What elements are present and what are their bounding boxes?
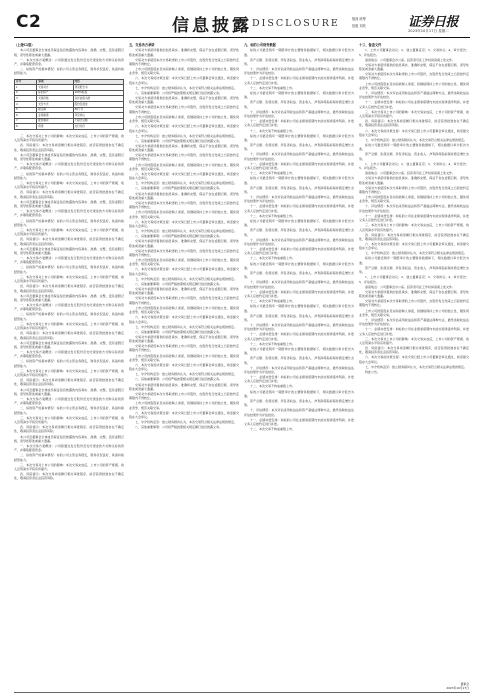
paragraph: 一、本次交易方案概述：公司拟通过发行股份及支付现金的方式购买标的资产，并募集配套资金。: [14, 443, 124, 453]
paragraph: 上市公司控股股东及实际控制人承诺，将继续保持上市公司的独立性，避免同业竞争，规范关联交易。: [129, 401, 239, 410]
paragraph: 本公司及董事会全体成员保证信息披露的内容真实、准确、完整，没有虚假记载、误导性陈述或重大遗漏。: [14, 152, 124, 162]
paragraph: 十二、本次交易不构成重组上市。: [250, 85, 296, 90]
table-header: 序号: [15, 79, 37, 85]
paragraph: 十一、业绩补偿安排：如标的公司在业绩承诺期内未能实现承诺净利润，补偿义务人应按约定进行补偿。: [244, 76, 354, 85]
table-cell: 支付方式: [37, 102, 73, 108]
paragraph: 上市公司控股股东及实际控制人承诺，将继续保持上市公司的独立性，避免同业竞争，规范关联交易。: [129, 353, 239, 362]
paragraph: 二、标的资产的基本情况：标的公司主营业务稳定，财务状况良好，具备持续经营能力。: [14, 67, 124, 76]
paragraph: 交易对方承诺所提供的信息真实、准确和完整，保证不存在虚假记载、误导性陈述或者重大遗漏。: [129, 239, 239, 248]
column-heading: （上接C1版）: [14, 43, 35, 48]
paragraph: 上市公司控股股东及实际控制人承诺，将继续保持上市公司的独立性，避免同业竞争，规范关联交易。: [129, 305, 239, 315]
paragraph: 四、风险提示：本次交易尚需履行相关审批程序，能否获得批准存在不确定性，敬请投资者注意投资风险。: [14, 143, 124, 152]
paragraph: 八、其他重要事项：公司将严格按照相关规定履行信息披露义务。: [135, 186, 223, 191]
paragraph: 交易对方承诺因本次交易取得的上市公司股份，自股份发行结束之日起按约定期限内不得转让。: [129, 248, 239, 257]
paragraph: 四、风险提示：本次交易尚需履行相关审批程序，能否获得批准存在不确定性，敬请投资者注意投资风险。: [14, 284, 124, 293]
paragraph: 七、中介机构意见：独立财务顾问认为，本次交易符合相关法律法规的规定。: [365, 364, 468, 369]
paragraph: 七、中介机构意见：独立财务顾问认为，本次交易符合相关法律法规的规定。: [135, 133, 238, 138]
paragraph: 七、中介机构意见：独立财务顾问认为，本次交易符合相关法律法规的规定。: [135, 181, 238, 186]
paragraph: 一、本次交易方案概述：公司拟通过发行股份及支付现金的方式购买标的资产，并募集配套资金。: [14, 396, 124, 406]
paragraph: 三、本次交易对上市公司的影响：本次交易完成后，上市公司的资产规模、收入及利润水平将有所提升。: [14, 180, 124, 190]
paragraph: 交易对方承诺因本次交易取得的上市公司股份，自股份发行结束之日起按约定期限内不得转让。: [129, 200, 239, 210]
paragraph: 四、风险提示：本次交易尚需履行相关审批程序，能否获得批准存在不确定性，敬请投资者注意投资风险。: [359, 119, 469, 128]
paragraph: 十、评估情况：本次评估采用收益法和资产基础法两种方法，最终选取收益法评估结果作为评估结论。: [244, 237, 354, 246]
paragraph: 六、本次交易的决策过程：本次交易已经上市公司董事会审议通过，尚需提交股东大会审议。: [129, 315, 239, 324]
table-cell: 1: [15, 85, 37, 91]
paragraph: 标的公司最近两年一期经审计的主要财务数据如下，相关数据以审计报告为准。: [244, 90, 354, 100]
paragraph: 备查地点：公司董事会办公室。投资者可在工作时间查阅上述文件。: [365, 57, 456, 62]
paragraph: 上市公司控股股东及实际控制人承诺，将继续保持上市公司的独立性，避免同业竞争，规范关联交易。: [129, 67, 239, 76]
column-4: [359, 42, 469, 690]
paragraph: 资产总额、负债总额、所有者权益、营业收入、净利润等指标保持稳定增长态势。: [244, 57, 354, 66]
paragraph: 交易对方承诺所提供的信息真实、准确和完整，保证不存在虚假记载、误导性陈述或者重大遗漏。: [129, 143, 239, 153]
paragraph: 标的公司最近两年一期经审计的主要财务数据如下，相关数据以审计报告为准。: [244, 133, 354, 142]
paragraph: 交易对方承诺所提供的信息真实、准确和完整，保证不存在虚假记载、误导性陈述或者重大遗漏。: [129, 96, 239, 105]
paragraph: 标的公司最近两年一期经审计的主要财务数据如下，相关数据以审计报告为准。: [359, 256, 469, 265]
paragraph: 本公司及董事会全体成员保证信息披露的内容真实、准确、完整，没有虚假记载、误导性陈述或重大遗漏。: [14, 293, 124, 302]
table-cell: 2: [15, 90, 37, 96]
paragraph: 资产总额、负债总额、所有者权益、营业收入、净利润等指标保持稳定增长态势。: [244, 356, 354, 365]
table-cell: 4: [15, 102, 37, 108]
paragraph: 交易对方承诺所提供的信息真实、准确和完整，保证不存在虚假记载、误导性陈述或者重大遗漏。: [129, 382, 239, 391]
signature-org: 董事会: [460, 682, 469, 686]
paragraph: 本公司及董事会全体成员保证信息披露的内容真实、准确、完整，没有虚假记载、误导性陈述或重大遗漏。: [14, 48, 124, 57]
paragraph: 本公司及董事会全体成员保证信息披露的内容真实、准确、完整，没有虚假记载、误导性陈述或重大遗漏。: [14, 387, 124, 396]
paragraph: 十一、业绩补偿安排：如标的公司在业绩承诺期内未能实现承诺净利润，补偿义务人应按约定进行补偿。: [244, 417, 354, 426]
paragraph: 六、本次交易的决策过程：本次交易已经上市公司董事会审议通过，尚需提交股东大会审议。: [129, 76, 239, 85]
table-cell: 锁定期: [37, 107, 73, 113]
paragraph: 上市公司控股股东及实际控制人承诺，将继续保持上市公司的独立性，避免同业竞争，规范关联交易。: [129, 114, 239, 124]
paragraph: 二、标的资产的基本情况：标的公司主营业务稳定，财务状况良好，具备持续经营能力。: [14, 453, 124, 462]
paragraph: 十、评估情况：本次评估采用收益法和资产基础法两种方法，最终选取收益法评估结果作为评估结论。: [359, 317, 469, 327]
paragraph: 标的公司最近两年一期经审计的主要财务数据如下，相关数据以审计报告为准。: [359, 142, 469, 152]
paragraph: 上市公司控股股东及实际控制人承诺，将继续保持上市公司的独立性，避免同业竞争，规范关联交易。: [359, 81, 469, 90]
table-cell: 100%股权: [73, 90, 123, 96]
page-number: C2: [16, 12, 42, 32]
paragraph: 一、本次交易方案概述：公司拟通过发行股份及支付现金的方式购买标的资产，并募集配套资金。: [14, 349, 124, 359]
table-cell: 详见报告书: [73, 85, 123, 91]
paragraph: 六、本次交易的决策过程：本次交易已经上市公司董事会审议通过，尚需提交股东大会审议。: [359, 241, 469, 251]
table-cell: 交易价格: [37, 96, 73, 102]
paragraph: 上市公司控股股东及实际控制人承诺，将继续保持上市公司的独立性，避免同业竞争，规范关联交易。: [129, 258, 239, 267]
table-cell: 交易对方: [37, 85, 73, 91]
table-row: [15, 124, 124, 130]
paragraph: 资产总额、负债总额、所有者权益、营业收入、净利润等指标保持稳定增长态势。: [244, 228, 354, 237]
paragraph: 资产总额、负债总额、所有者权益、营业收入、净利润等指标保持稳定增长态势。: [244, 100, 354, 109]
paragraph: 七、中介机构意见：独立财务顾问认为，本次交易符合相关法律法规的规定。: [135, 420, 238, 425]
paragraph: 交易对方承诺所提供的信息真实、准确和完整，保证不存在虚假记载、误导性陈述或者重大遗漏。: [129, 287, 239, 296]
paragraph: 1、上市公司董事会决议；2、独立董事意见；3、交易协议；4、审计报告；5、评估报告。: [359, 48, 469, 57]
paragraph: 交易对方承诺因本次交易取得的上市公司股份，自股份发行结束之日起按约定期限内不得转让。: [359, 299, 469, 308]
paragraph: 十、评估情况：本次评估采用收益法和资产基础法两种方法，最终选取收益法评估结果作为评估结论。: [359, 204, 469, 213]
paragraph: 十二、本次交易不构成重组上市。: [250, 384, 296, 389]
section-subtitle: DISCLOSURE: [252, 18, 340, 29]
paragraph: 十一、业绩补偿安排：如标的公司在业绩承诺期内未能实现承诺净利润，补偿义务人应按约定进行补偿。: [359, 100, 469, 109]
paragraph: 十一、业绩补偿安排：如标的公司在业绩承诺期内未能实现承诺净利润，补偿义务人应按约定进行补偿。: [244, 247, 354, 256]
paragraph: 一、本次交易方案概述：公司拟通过发行股份及支付现金的方式购买标的资产，并募集配套资金。: [14, 162, 124, 171]
paragraph: 一、本次交易方案概述：公司拟通过发行股份及支付现金的方式购买标的资产，并募集配套资金。: [14, 303, 124, 312]
paragraph: 四、风险提示：本次交易尚需履行相关审批程序，能否获得批准存在不确定性，敬请投资者注意投资风险。: [14, 331, 124, 340]
paragraph: 七、中介机构意见：独立财务顾问认为，本次交易符合相关法律法规的规定。: [365, 137, 468, 142]
paragraph: 十二、本次交易不构成重组上市。: [250, 299, 296, 304]
paragraph: 资产总额、负债总额、所有者权益、营业收入、净利润等指标保持稳定增长态势。: [244, 398, 354, 408]
paragraph: 十、评估情况：本次评估采用收益法和资产基础法两种方法，最终选取收益法评估结果作为评估结论。: [244, 195, 354, 204]
paragraph: 交易对方承诺所提供的信息真实、准确和完整，保证不存在虚假记载、误导性陈述或者重大遗漏。: [129, 191, 239, 200]
column-heading: 五、交易各方承诺: [129, 43, 155, 48]
table-cell: 8: [15, 124, 37, 130]
bottom-rule: [14, 692, 470, 693]
paragraph: 资产总额、负债总额、所有者权益、营业收入、净利润等指标保持稳定增长态势。: [359, 152, 469, 161]
paragraph: 十一、业绩补偿安排：如标的公司在业绩承诺期内未能实现承诺净利润，补偿义务人应按约定进行补偿。: [244, 289, 354, 299]
paragraph: 资产总额、负债总额、所有者权益、营业收入、净利润等指标保持稳定增长态势。: [244, 313, 354, 322]
paragraph: 资产总额、负债总额、所有者权益、营业收入、净利润等指标保持稳定增长态势。: [244, 142, 354, 152]
paragraph: 一、本次交易方案概述：公司拟通过发行股份及支付现金的方式购买标的资产，并募集配套资金。: [14, 57, 124, 66]
table-cell: 7: [15, 118, 37, 124]
paragraph: 十、评估情况：本次评估采用收益法和资产基础法两种方法，最终选取收益法评估结果作为评估结论。: [359, 90, 469, 100]
paragraph: 十二、本次交易不构成重组上市。: [250, 171, 296, 176]
paragraph: 七、中介机构意见：独立财务顾问认为，本次交易符合相关法律法规的规定。: [135, 229, 238, 234]
paragraph: 三、本次交易对上市公司的影响：本次交易完成后，上市公司的资产规模、收入及利润水平将有所提升。: [14, 227, 124, 237]
paragraph: 交易对方承诺所提供的信息真实、准确和完整，保证不存在虚假记载、误导性陈述或者重大遗漏。: [359, 62, 469, 72]
column-heading: 十三、备查文件: [359, 43, 382, 48]
paragraph: 十一、业绩补偿安排：如标的公司在业绩承诺期内未能实现承诺净利润，补偿义务人应按约定进行补偿。: [359, 327, 469, 336]
paragraph: 交易对方承诺因本次交易取得的上市公司股份，自股份发行结束之日起按约定期限内不得转让。: [129, 296, 239, 305]
paragraph: 二、标的资产的基本情况：标的公司主营业务稳定，财务状况良好，具备持续经营能力。: [14, 359, 124, 368]
paragraph: 十一、业绩补偿安排：如标的公司在业绩承诺期内未能实现承诺净利润，补偿义务人应按约定进行补偿。: [359, 213, 469, 223]
table-cell: 3: [15, 96, 37, 102]
paragraph: 六、本次交易的决策过程：本次交易已经上市公司董事会审议通过，尚需提交股东大会审议。: [359, 355, 469, 364]
paragraph: 十、评估情况：本次评估采用收益法和资产基础法两种方法，最终选取收益法评估结果作为评估结论。: [244, 408, 354, 417]
paragraph: 十二、本次交易不构成重组上市。: [250, 427, 296, 432]
column-3: [244, 42, 354, 690]
paragraph: 十二、本次交易不构成重组上市。: [250, 213, 296, 218]
paragraph: 特此公告。: [365, 369, 381, 374]
paragraph: 三、本次交易对上市公司的影响：本次交易完成后，上市公司的资产规模、收入及利润水平将有所提升。: [14, 321, 124, 331]
paragraph: 六、本次交易的决策过程：本次交易已经上市公司董事会审议通过，尚需提交股东大会审议。: [359, 128, 469, 137]
paragraph: 四、风险提示：本次交易尚需履行相关审批程序，能否获得批准存在不确定性，敬请投资者注意投资风险。: [14, 237, 124, 246]
paragraph: 十一、业绩补偿安排：如标的公司在业绩承诺期内未能实现承诺净利润，补偿义务人应按约定进行补偿。: [244, 204, 354, 213]
paragraph: 三、本次交易对上市公司的影响：本次交易完成后，上市公司的资产规模、收入及利润水平将有所提升。: [14, 462, 124, 471]
section-title: 信息披露: [172, 16, 252, 36]
paragraph: 一、本次交易方案概述：公司拟通过发行股份及支付现金的方式购买标的资产，并募集配套资金。: [14, 209, 124, 218]
paragraph: 七、中介机构意见：独立财务顾问认为，本次交易符合相关法律法规的规定。: [135, 276, 238, 281]
issue-date: 2023年10月17日 星期二: [408, 29, 449, 33]
paragraph: 三、本次交易对上市公司的影响：本次交易完成后，上市公司的资产规模、收入及利润水平将有所提升。: [14, 274, 124, 284]
paragraph: 交易对方承诺所提供的信息真实、准确和完整，保证不存在虚假记载、误导性陈述或者重大遗漏。: [359, 289, 469, 299]
paragraph: 七、中介机构意见：独立财务顾问认为，本次交易符合相关法律法规的规定。: [135, 85, 238, 90]
paragraph: 三、本次交易对上市公司的影响：本次交易完成后，上市公司的资产规模、收入及利润水平将有所提升。: [359, 223, 469, 232]
paragraph: 交易对方承诺所提供的信息真实、准确和完整，保证不存在虚假记载、误导性陈述或者重大遗漏。: [359, 176, 469, 185]
paragraph: 二、标的资产的基本情况：标的公司主营业务稳定，财务状况良好，具备持续经营能力。: [14, 218, 124, 227]
table-cell: 股份及现金: [73, 102, 123, 108]
paragraph: 六、本次交易的决策过程：本次交易已经上市公司董事会审议通过，尚需提交股东大会审议。: [129, 124, 239, 133]
paragraph: 七、中介机构意见：独立财务顾问认为，本次交易符合相关法律法规的规定。: [135, 324, 238, 329]
paragraph: 1、上市公司董事会决议；2、独立董事意见；3、交易协议；4、审计报告；5、评估报告。: [359, 275, 469, 284]
paragraph: 标的公司最近两年一期经审计的主要财务数据如下，相关数据以审计报告为准。: [244, 389, 354, 398]
paragraph: 标的公司最近两年一期经审计的主要财务数据如下，相关数据以审计报告为准。: [244, 48, 354, 57]
table-cell: 6: [15, 113, 37, 119]
editor-line: 版面 统筹: [352, 17, 366, 21]
paragraph: 十、评估情况：本次评估采用收益法和资产基础法两种方法，最终选取收益法评估结果作为评估结论。: [244, 323, 354, 332]
paragraph: 四、风险提示：本次交易尚需履行相关审批程序，能否获得批准存在不确定性，敬请投资者注意投资风险。: [14, 425, 124, 434]
paragraph: 交易对方承诺因本次交易取得的上市公司股份，自股份发行结束之日起按约定期限内不得转让。: [359, 185, 469, 194]
paragraph: 十、评估情况：本次评估采用收益法和资产基础法两种方法，最终选取收益法评估结果作为评估结论。: [244, 152, 354, 161]
paragraph: 六、本次交易的决策过程：本次交易已经上市公司董事会审议通过，尚需提交股东大会审议。: [129, 219, 239, 228]
table-cell: 用途: [37, 124, 73, 130]
masthead: [14, 8, 470, 38]
paragraph: 交易对方承诺因本次交易取得的上市公司股份，自股份发行结束之日起按约定期限内不得转让。: [129, 153, 239, 162]
paragraph: 1、上市公司董事会决议；2、独立董事意见；3、交易协议；4、审计报告；5、评估报告。: [359, 161, 469, 171]
layout-line: 组版 刘欣: [352, 24, 366, 28]
column-heading: 九、标的公司财务数据: [244, 43, 276, 48]
paragraph: 八、其他重要事项：公司将严格按照相关规定履行信息披露义务。: [135, 377, 223, 382]
signature-block: [403, 682, 469, 690]
paragraph: 三、本次交易对上市公司的影响：本次交易完成后，上市公司的资产规模、收入及利润水平将有所提升。: [14, 134, 124, 143]
paragraph: 上市公司控股股东及实际控制人承诺，将继续保持上市公司的独立性，避免同业竞争，规范关联交易。: [359, 195, 469, 204]
paragraph: 七、中介机构意见：独立财务顾问认为，本次交易符合相关法律法规的规定。: [135, 372, 238, 377]
paragraph: 十一、业绩补偿安排：如标的公司在业绩承诺期内未能实现承诺净利润，补偿义务人应按约定进行补偿。: [244, 332, 354, 341]
paragraph: 上市公司控股股东及实际控制人承诺，将继续保持上市公司的独立性，避免同业竞争，规范关联交易。: [359, 308, 469, 317]
table-cell: 以评估值为准: [73, 96, 123, 102]
table-header: 内容: [73, 79, 123, 85]
paragraph: 一、本次交易方案概述：公司拟通过发行股份及支付现金的方式购买标的资产，并募集配套资金。: [14, 256, 124, 265]
paragraph: 三、本次交易对上市公司的影响：本次交易完成后，上市公司的资产规模、收入及利润水平将有所提升。: [14, 368, 124, 378]
paragraph: 八、其他重要事项：公司将严格按照相关规定履行信息披露义务。: [135, 329, 223, 334]
paragraph: 六、本次交易的决策过程：本次交易已经上市公司董事会审议通过，尚需提交股东大会审议。: [129, 362, 239, 372]
table-cell: 支付对价: [73, 124, 123, 130]
paragraph: 十、评估情况：本次评估采用收益法和资产基础法两种方法，最终选取收益法评估结果作为评估结论。: [244, 280, 354, 289]
column-2: [129, 42, 239, 690]
paragraph: 十、评估情况：本次评估采用收益法和资产基础法两种方法，最终选取收益法评估结果作为评估结论。: [244, 109, 354, 119]
table-cell: 5: [15, 107, 37, 113]
paragraph: 资产总额、负债总额、所有者权益、营业收入、净利润等指标保持稳定增长态势。: [244, 270, 354, 280]
paragraph: 十一、业绩补偿安排：如标的公司在业绩承诺期内未能实现承诺净利润，补偿义务人应按约定进行补偿。: [244, 375, 354, 384]
paragraph: 交易对方承诺所提供的信息真实、准确和完整，保证不存在虚假记载、误导性陈述或者重大遗漏。: [129, 48, 239, 57]
paragraph: 备查地点：公司董事会办公室。投资者可在工作时间查阅上述文件。: [365, 284, 456, 289]
paragraph: 七、中介机构意见：独立财务顾问认为，本次交易符合相关法律法规的规定。: [365, 251, 468, 256]
paragraph: 本公司及董事会全体成员保证信息披露的内容真实、准确、完整，没有虚假记载、误导性陈述或重大遗漏。: [14, 199, 124, 209]
table-cell: 标的资产: [37, 90, 73, 96]
table-cell: 不超过总额: [73, 118, 123, 124]
paragraph: 上市公司控股股东及实际控制人承诺，将继续保持上市公司的独立性，避免同业竞争，规范关联交易。: [129, 210, 239, 219]
paragraph: 上市公司控股股东及实际控制人承诺，将继续保持上市公司的独立性，避免同业竞争，规范关联交易。: [129, 162, 239, 171]
paragraph: 十、评估情况：本次评估采用收益法和资产基础法两种方法，最终选取收益法评估结果作为评估结论。: [244, 365, 354, 374]
paragraph: 交易对方承诺所提供的信息真实、准确和完整，保证不存在虚假记载、误导性陈述或者重大遗漏。: [129, 334, 239, 344]
column-1: [14, 42, 124, 690]
paragraph: 八、其他重要事项：公司将严格按照相关规定履行信息披露义务。: [135, 90, 223, 95]
paragraph: 标的公司最近两年一期经审计的主要财务数据如下，相关数据以审计报告为准。: [244, 176, 354, 185]
paragraph: 四、风险提示：本次交易尚需履行相关审批程序，能否获得批准存在不确定性，敬请投资者注意投资风险。: [14, 472, 124, 481]
paragraph: 三、本次交易对上市公司的影响：本次交易完成后，上市公司的资产规模、收入及利润水平将有所提升。: [14, 415, 124, 425]
paragraph: 十、评估情况：本次评估采用收益法和资产基础法两种方法，最终选取收益法评估结果作为评估结论。: [244, 67, 354, 76]
paragraph: 标的公司最近两年一期经审计的主要财务数据如下，相关数据以审计报告为准。: [244, 304, 354, 313]
paragraph: 标的公司最近两年一期经审计的主要财务数据如下，相关数据以审计报告为准。: [244, 346, 354, 356]
paragraph: 交易对方承诺因本次交易取得的上市公司股份，自股份发行结束之日起按约定期限内不得转让。: [129, 391, 239, 401]
paragraph: 十二、本次交易不构成重组上市。: [250, 341, 296, 346]
paragraph: 本公司及董事会全体成员保证信息披露的内容真实、准确、完整，没有虚假记载、误导性陈述或重大遗漏。: [14, 340, 124, 349]
table-cell: 36个月: [73, 107, 123, 113]
paragraph: 八、其他重要事项：公司将严格按照相关规定履行信息披露义务。: [135, 234, 223, 239]
paragraph: 资产总额、负债总额、所有者权益、营业收入、净利润等指标保持稳定增长态势。: [244, 185, 354, 194]
summary-table: [14, 79, 124, 130]
paragraph: 交易对方承诺因本次交易取得的上市公司股份，自股份发行结束之日起按约定期限内不得转让。: [359, 72, 469, 81]
paragraph: 四、风险提示：本次交易尚需履行相关审批程序，能否获得批准存在不确定性，敬请投资者注意投资风险。: [359, 232, 469, 241]
table-header: 事项: [37, 79, 73, 85]
paragraph: 三、本次交易对上市公司的影响：本次交易完成后，上市公司的资产规模、收入及利润水平将有所提升。: [359, 336, 469, 345]
paragraph: 交易对方承诺因本次交易取得的上市公司股份，自股份发行结束之日起按约定期限内不得转让。: [129, 57, 239, 66]
paragraph: 十二、本次交易不构成重组上市。: [250, 256, 296, 261]
newspaper-logo: 证券日报: [408, 15, 459, 30]
table-cell: 详见协议: [73, 113, 123, 119]
paragraph: 八、其他重要事项：公司将严格按照相关规定履行信息披露义务。: [135, 138, 223, 143]
paragraph: 三、本次交易对上市公司的影响：本次交易完成后，上市公司的资产规模、收入及利润水平将有所提升。: [359, 109, 469, 119]
table-cell: 业绩承诺: [37, 113, 73, 119]
article-body: [14, 42, 470, 690]
paragraph: 二、标的资产的基本情况：标的公司主营业务稳定，财务状况良好，具备持续经营能力。: [14, 312, 124, 321]
paragraph: 八、其他重要事项：公司将严格按照相关规定履行信息披露义务。: [135, 425, 223, 430]
paragraph: 标的公司最近两年一期经审计的主要财务数据如下，相关数据以审计报告为准。: [244, 261, 354, 270]
paragraph: 交易对方承诺因本次交易取得的上市公司股份，自股份发行结束之日起按约定期限内不得转让。: [129, 344, 239, 353]
paragraph: 本公司及董事会全体成员保证信息披露的内容真实、准确、完整，没有虚假记载、误导性陈述或重大遗漏。: [14, 434, 124, 443]
paragraph: 十二、本次交易不构成重组上市。: [250, 128, 296, 133]
paragraph: 四、风险提示：本次交易尚需履行相关审批程序，能否获得批准存在不确定性，敬请投资者注意投资风险。: [14, 190, 124, 199]
paragraph: 交易对方承诺因本次交易取得的上市公司股份，自股份发行结束之日起按约定期限内不得转让。: [129, 105, 239, 114]
paragraph: 四、风险提示：本次交易尚需履行相关审批程序，能否获得批准存在不确定性，敬请投资者注意投资风险。: [359, 346, 469, 355]
paragraph: 六、本次交易的决策过程：本次交易已经上市公司董事会审议通过，尚需提交股东大会审议。: [129, 410, 239, 419]
paragraph: 二、标的资产的基本情况：标的公司主营业务稳定，财务状况良好，具备持续经营能力。: [14, 406, 124, 415]
paragraph: 二、标的资产的基本情况：标的公司主营业务稳定，财务状况良好，具备持续经营能力。: [14, 171, 124, 180]
paragraph: 四、风险提示：本次交易尚需履行相关审批程序，能否获得批准存在不确定性，敬请投资者注意投资风险。: [14, 378, 124, 387]
paragraph: 六、本次交易的决策过程：本次交易已经上市公司董事会审议通过，尚需提交股东大会审议。: [129, 171, 239, 181]
paragraph: 十一、业绩补偿安排：如标的公司在业绩承诺期内未能实现承诺净利润，补偿义务人应按约定进行补偿。: [244, 119, 354, 128]
paragraph: 六、本次交易的决策过程：本次交易已经上市公司董事会审议通过，尚需提交股东大会审议。: [129, 267, 239, 276]
paragraph: 八、其他重要事项：公司将严格按照相关规定履行信息披露义务。: [135, 281, 223, 286]
paragraph: 备查地点：公司董事会办公室。投资者可在工作时间查阅上述文件。: [365, 171, 456, 176]
signature-date: 2023年10月17日: [446, 686, 469, 690]
paragraph: 二、标的资产的基本情况：标的公司主营业务稳定，财务状况良好，具备持续经营能力。: [14, 265, 124, 274]
paragraph: 标的公司最近两年一期经审计的主要财务数据如下，相关数据以审计报告为准。: [244, 218, 354, 228]
paragraph: 资产总额、负债总额、所有者权益、营业收入、净利润等指标保持稳定增长态势。: [359, 265, 469, 275]
paragraph: 十一、业绩补偿安排：如标的公司在业绩承诺期内未能实现承诺净利润，补偿义务人应按约定进行补偿。: [244, 161, 354, 171]
paragraph: 本公司及董事会全体成员保证信息披露的内容真实、准确、完整，没有虚假记载、误导性陈述或重大遗漏。: [14, 246, 124, 255]
table-cell: 配套募资: [37, 118, 73, 124]
